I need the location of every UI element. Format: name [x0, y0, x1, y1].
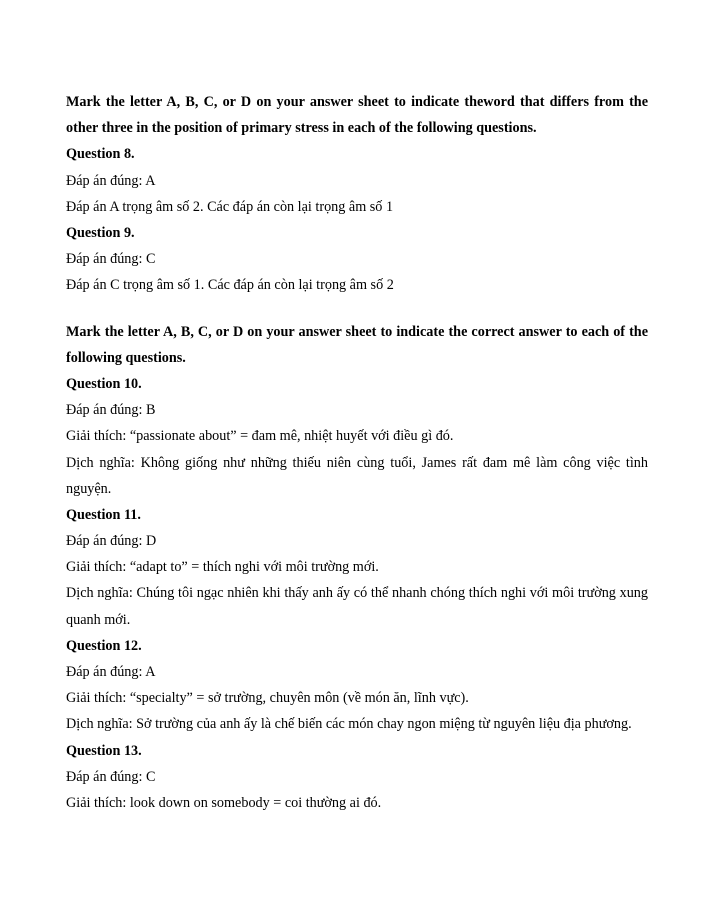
- question-11-title: Question 11.: [66, 506, 141, 523]
- document-page: [66, 89, 648, 816]
- question-13-title: Question 13.: [66, 742, 142, 759]
- question-9-answer: Đáp án đúng: C: [66, 251, 156, 268]
- question-10-answer: Đáp án đúng: B: [66, 402, 156, 419]
- question-10-explanation: Giải thích: “passionate about” = đam mê, nhiệt huyết với điều gì đó.: [66, 428, 454, 445]
- section2-instruction: Mark the letter A, B, C, or D on your answer sheet to indicate the correct answer to each of the following questions.: [66, 323, 648, 366]
- question-8-answer: Đáp án đúng: A: [66, 172, 156, 189]
- question-11-translation: Dịch nghĩa: Chúng tôi ngạc nhiên khi thấy anh ấy có thể nhanh chóng thích nghi với môi trường xung quanh mới.: [66, 585, 648, 628]
- question-9-title: Question 9.: [66, 224, 135, 241]
- question-12-title: Question 12.: [66, 637, 142, 654]
- question-13-explanation: Giải thích: look down on somebody = coi thường ai đó.: [66, 795, 382, 812]
- question-9-note: Đáp án C trọng âm số 1. Các đáp án còn lại trọng âm số 2: [66, 277, 394, 294]
- question-12-answer: Đáp án đúng: A: [66, 664, 156, 681]
- section-spacer: [66, 299, 648, 319]
- question-8-title: Question 8.: [66, 146, 135, 163]
- question-12-translation: Dịch nghĩa: Sở trường của anh ấy là chế biến các món chay ngon miệng từ nguyên liệu địa phương.: [66, 716, 632, 733]
- question-10-title: Question 10.: [66, 375, 142, 392]
- question-11-explanation: Giải thích: “adapt to” = thích nghi với môi trường mới.: [66, 559, 379, 576]
- question-10-translation: Dịch nghĩa: Không giống như những thiếu niên cùng tuổi, James rất đam mê làm công việc tình nguyện.: [66, 454, 648, 497]
- question-12-explanation: Giải thích: “specialty” = sở trường, chuyên môn (về món ăn, lĩnh vực).: [66, 690, 469, 707]
- question-13-answer: Đáp án đúng: C: [66, 768, 156, 785]
- question-8-note: Đáp án A trọng âm số 2. Các đáp án còn lại trọng âm số 1: [66, 198, 394, 215]
- question-11-answer: Đáp án đúng: D: [66, 533, 157, 550]
- section1-instruction: Mark the letter A, B, C, or D on your answer sheet to indicate theword that differs from the other three in the position of primary stress in each of the following questions.: [66, 94, 648, 137]
